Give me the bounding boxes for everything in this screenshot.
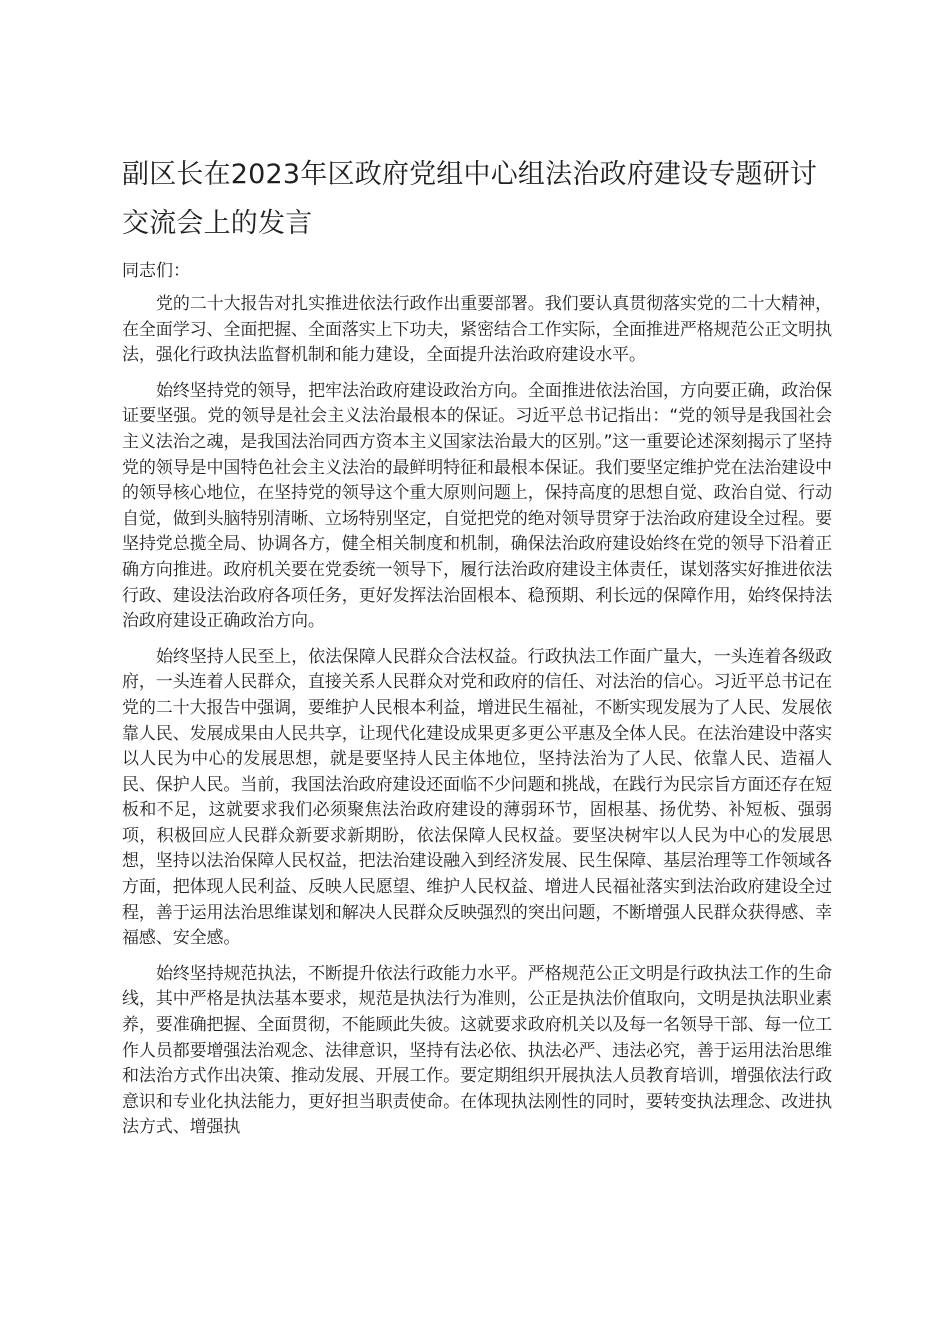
paragraph-people-first: 始终坚持人民至上，依法保障人民群众合法权益。行政执法工作面广量大，一头连着各级政府，一头连着人民群众，直接关系人民群众对党和政府的信任、对法治的信心。习近平总书记在党的二十大报告中强调，要维护人民根本利益，增进民生福祉，不断实现发展为了人民、发展依靠人民、发展成果由人民共享，让现代化建设成果更多更公平惠及全体人民。在法治建设中落实以人民为中心的发展思想，就是要坚持人民主体地位，坚持法治为了人民、依靠人民、造福人民、保护人民。当前，我国法治政府建设还面临不少问题和挑战，在践行为民宗旨方面还存在短板和不足，这就要求我们必须聚焦法治政府建设的薄弱环节，固根基、扬优势、补短板、强弱项，积极回应人民群众新要求新期盼，依法保障人民权益。要坚决树牢以人民为中心的发展思想，坚持以法治保障人民权益，把法治建设融入到经济发展、民生保障、基层治理等工作领域各方面，把体现人民利益、反映人民愿望、维护人民权益、增进人民福祉落实到法治政府建设全过程，善于运用法治思维谋划和解决人民群众反映强烈的突出问题，不断增强人民群众获得感、幸福感、安全感。 bbox=[122, 646, 832, 949]
paragraph-party-leadership: 始终坚持党的领导，把牢法治政府建设政治方向。全面推进依法治国，方向要正确，政治保证要坚强。党的领导是社会主义法治最根本的保证。习近平总书记指出：“党的领导是我国社会主义法治之魂，是我国法治同西方资本主义国家法治最大的区别。”这一重要论述深刻揭示了坚持党的领导是中国特色社会主义法治的最鲜明特征和最根本保证。我们要坚定维护党在法治建设中的领导核心地位，在坚持党的领导这个重大原则问题上，保持高度的思想自觉、政治自觉、行动自觉，做到头脑特别清晰、立场特别坚定，自觉把党的绝对领导贯穿于法治政府建设全过程。要坚持党总揽全局、协调各方，健全相关制度和机制，确保法治政府建设始终在党的领导下沿着正确方向推进。政府机关要在党委统一领导下，履行法治政府建设主体责任，谋划落实好推进依法行政、建设法治政府各项任务，更好发挥法治固根本、稳预期、利长远的保障作用，始终保持法治政府建设正确政治方向。 bbox=[122, 380, 833, 632]
document-title: 副区长在2023年区政府党组中心组法治政府建设专题研讨交流会上的发言 bbox=[122, 159, 818, 239]
paragraph-standard-enforcement: 始终坚持规范执法，不断提升依法行政能力水平。严格规范公正文明是行政执法工作的生命线，其中严格是执法基本要求，规范是执法行为准则，公正是执法价值取向，文明是执法职业素养，要准确把握、全面贯彻，不能顾此失彼。这就要求政府机关以及每一名领导干部、每一位工作人员都要增强法治观念、法律意识，坚持有法必依、执法必严、违法必究，善于运用法治思维和法治方式作出决策、推动发展、开展工作。要定期组织开展执法人员教育培训，增强依法行政意识和专业化执法能力，更好担当职责使命。在体现执法刚性的同时，要转变执法理念、改进执法方式、增强执 bbox=[122, 963, 832, 1138]
document-page bbox=[122, 150, 832, 1151]
paragraph-intro: 党的二十大报告对扎实推进依法行政作出重要部署。我们要认真贯彻落实党的二十大精神，在全面学习、全面把握、全面落实上下功夫，紧密结合工作实际，全面推进严格规范公正文明执法，强化行政执法监督机制和能力建设，全面提升法治政府建设水平。 bbox=[122, 294, 832, 366]
greeting: 同志们： bbox=[122, 261, 190, 281]
